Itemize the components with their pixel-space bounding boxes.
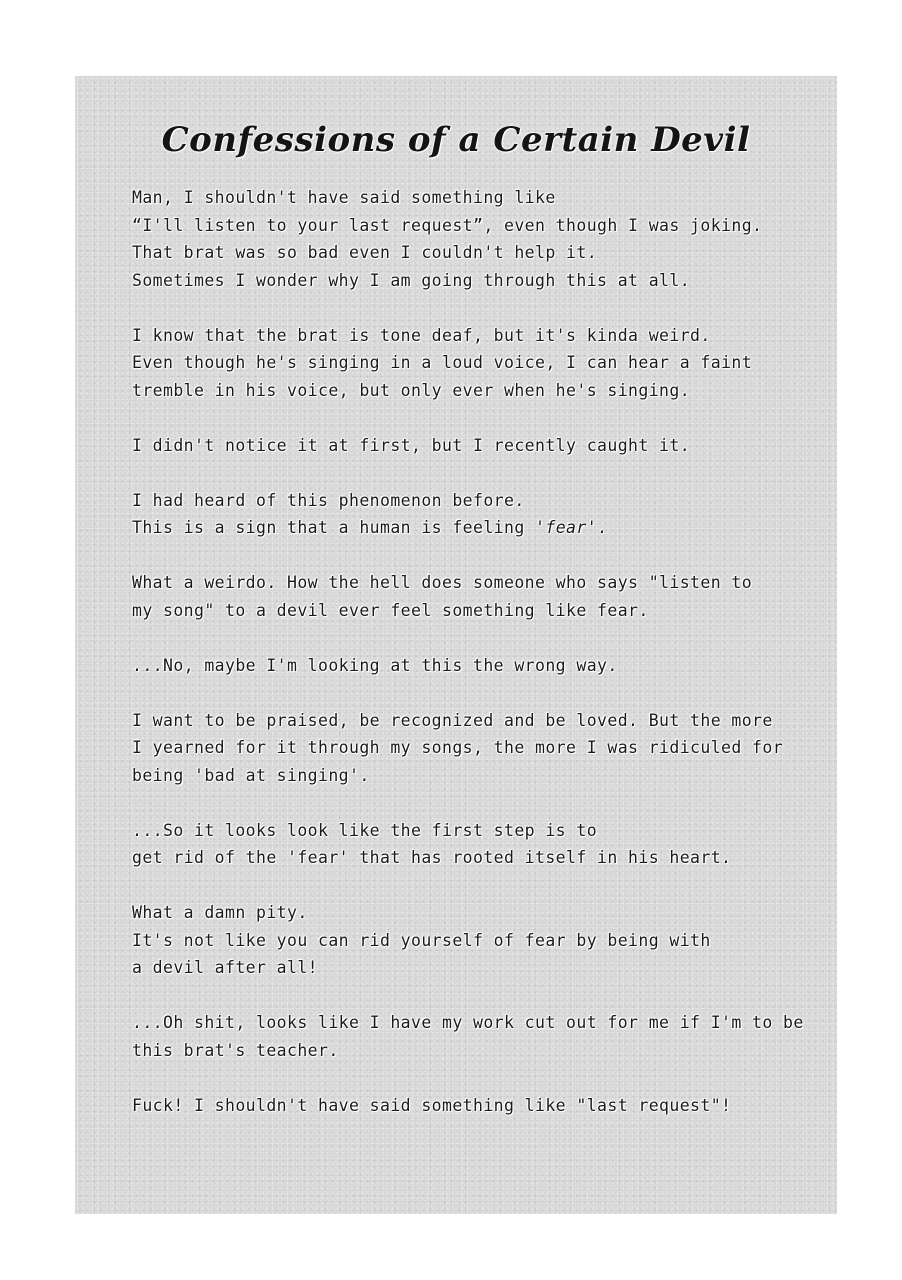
paragraph-10 — [132, 1009, 822, 1064]
paragraph-2 — [132, 322, 822, 405]
text-line: tremble in his voice, but only ever when he's singing. — [132, 380, 691, 400]
text-fragment: This is a sign that a human is feeling — [132, 518, 536, 537]
paragraph-5 — [132, 569, 822, 624]
text-line: “I'll listen to your last request”, even though I was joking. — [132, 215, 763, 235]
text-line: That brat was so bad even I couldn't help it. — [132, 243, 598, 262]
text-line: ...Oh shit, looks like I have my work cut out for me if I'm to be — [132, 1013, 804, 1032]
text-line: ...So it looks look like the first step is to — [132, 820, 598, 840]
text-line: I know that the brat is tone deaf, but it's kinda weird. — [132, 325, 711, 345]
text-line: Sometimes I wonder why I am going through this at all. — [132, 270, 691, 290]
text-line: I want to be praised, be recognized and be loved. But the more — [132, 710, 773, 730]
text-line: Even though he's singing in a loud voice, I can hear a faint — [132, 353, 753, 372]
text-line: my song" to a devil ever feel something like fear. — [132, 600, 649, 620]
fear-emphasis: 'fear' — [535, 518, 598, 537]
page-panel — [75, 76, 837, 1214]
paragraph-11 — [132, 1092, 822, 1120]
text-line: I didn't notice it at first, but I recently caught it. — [132, 435, 691, 455]
text-line: What a damn pity. — [132, 903, 308, 922]
text-line: It's not like you can rid yourself of fear by being with — [132, 930, 711, 950]
text-fragment: . — [597, 518, 608, 537]
text-line: this brat's teacher. — [132, 1040, 339, 1060]
paragraph-9 — [132, 899, 822, 982]
paragraph-3 — [132, 432, 822, 460]
text-line: Fuck! I shouldn't have said something like "last request"! — [132, 1095, 732, 1115]
body-text — [132, 184, 822, 1147]
text-line: I had heard of this phenomenon before. — [132, 490, 525, 510]
paragraph-8 — [132, 817, 822, 872]
text-line: ...No, maybe I'm looking at this the wrong way. — [132, 655, 618, 675]
paragraph-1 — [132, 184, 822, 294]
text-line: being 'bad at singing'. — [132, 765, 370, 785]
text-line: a devil after all! — [132, 958, 319, 977]
text-line: What a weirdo. How the hell does someone who says "listen to — [132, 573, 753, 592]
text-line: get rid of the 'fear' that has rooted itself in his heart. — [132, 848, 732, 867]
text-line: Man, I shouldn't have said something like — [132, 188, 556, 207]
text-line: I yearned for it through my songs, the more I was ridiculed for — [132, 738, 784, 757]
text-line-fear — [132, 514, 822, 542]
paragraph-7 — [132, 707, 822, 790]
page-title: Confessions of a Certain Devil — [161, 120, 751, 160]
paragraph-6 — [132, 652, 822, 680]
paragraph-4 — [132, 487, 822, 542]
